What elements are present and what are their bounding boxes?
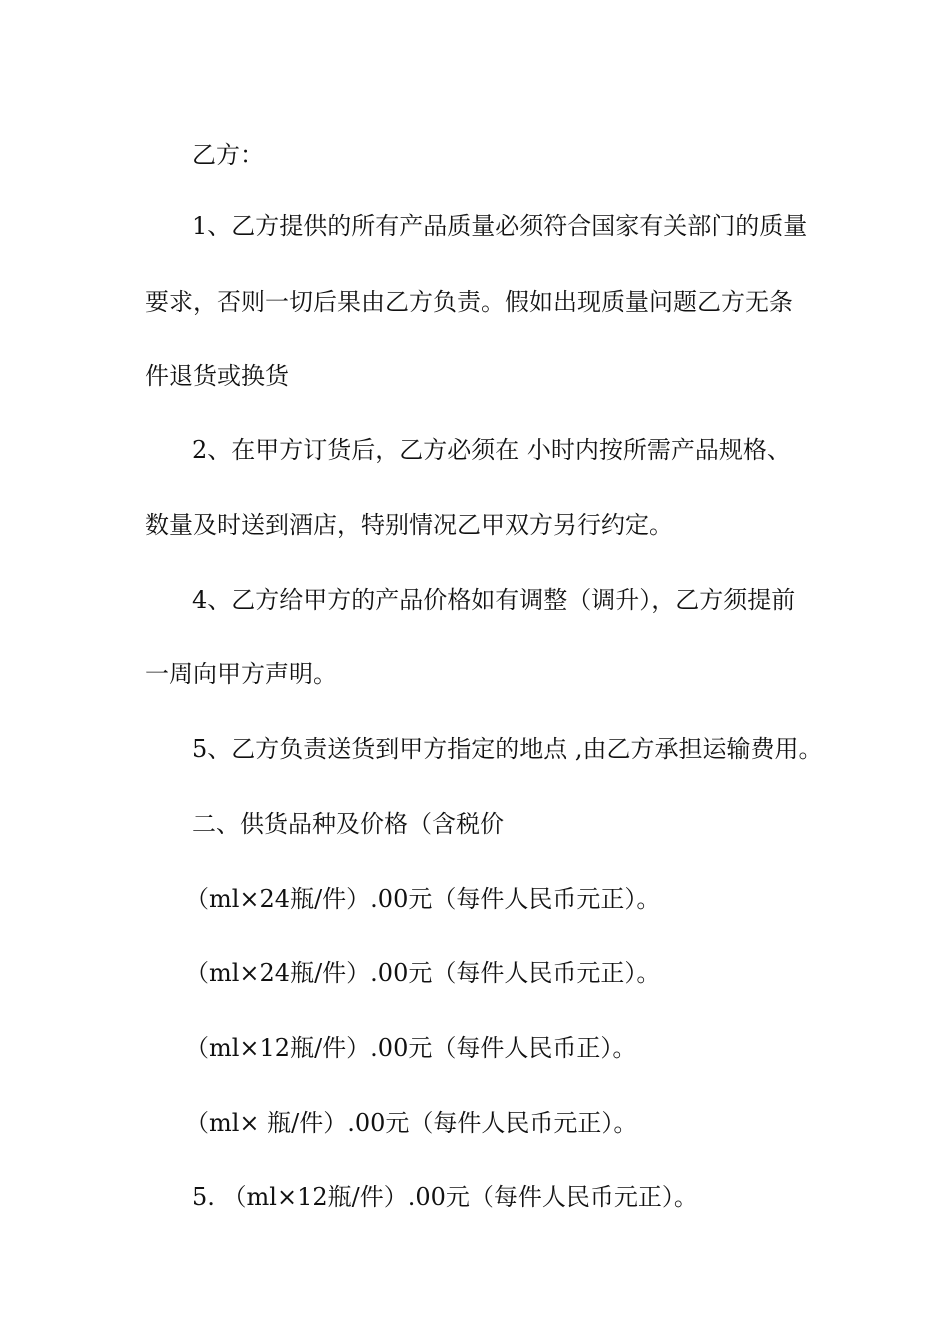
- price-item-5: 5. （ml×12瓶/件）.00元（每件人民币元正）。: [192, 1183, 698, 1211]
- price-item-4: （ml× 瓶/件）.00元（每件人民币元正）。: [185, 1109, 638, 1137]
- clause-1-line-2: 要求，否则一切后果由乙方负责。假如出现质量问题乙方无条: [145, 288, 793, 316]
- price-item-1: （ml×24瓶/件）.00元（每件人民币元正）。: [185, 885, 661, 913]
- clause-1-line-1: 1、乙方提供的所有产品质量必须符合国家有关部门的质量: [192, 212, 808, 240]
- clause-2-line-1: 2、在甲方订货后，乙方必须在 小时内按所需产品规格、: [192, 436, 791, 464]
- price-item-2: （ml×24瓶/件）.00元（每件人民币元正）。: [185, 959, 661, 987]
- clause-2-line-2: 数量及时送到酒店，特别情况乙甲双方另行约定。: [145, 511, 673, 539]
- clause-4-line-2: 一周向甲方声明。: [145, 660, 337, 688]
- clause-5-line: 5、乙方负责送货到甲方指定的地点 ,由乙方承担运输费用。: [192, 735, 823, 763]
- price-item-3: （ml×12瓶/件）.00元（每件人民币正）。: [185, 1034, 637, 1062]
- clause-1-line-3: 件退货或换货: [145, 362, 289, 390]
- clause-4-line-1: 4、乙方给甲方的产品价格如有调整（调升），乙方须提前: [192, 586, 796, 614]
- section-2-heading: 二、供货品种及价格（含税价: [192, 810, 504, 838]
- party-b-heading: 乙方：: [192, 141, 264, 169]
